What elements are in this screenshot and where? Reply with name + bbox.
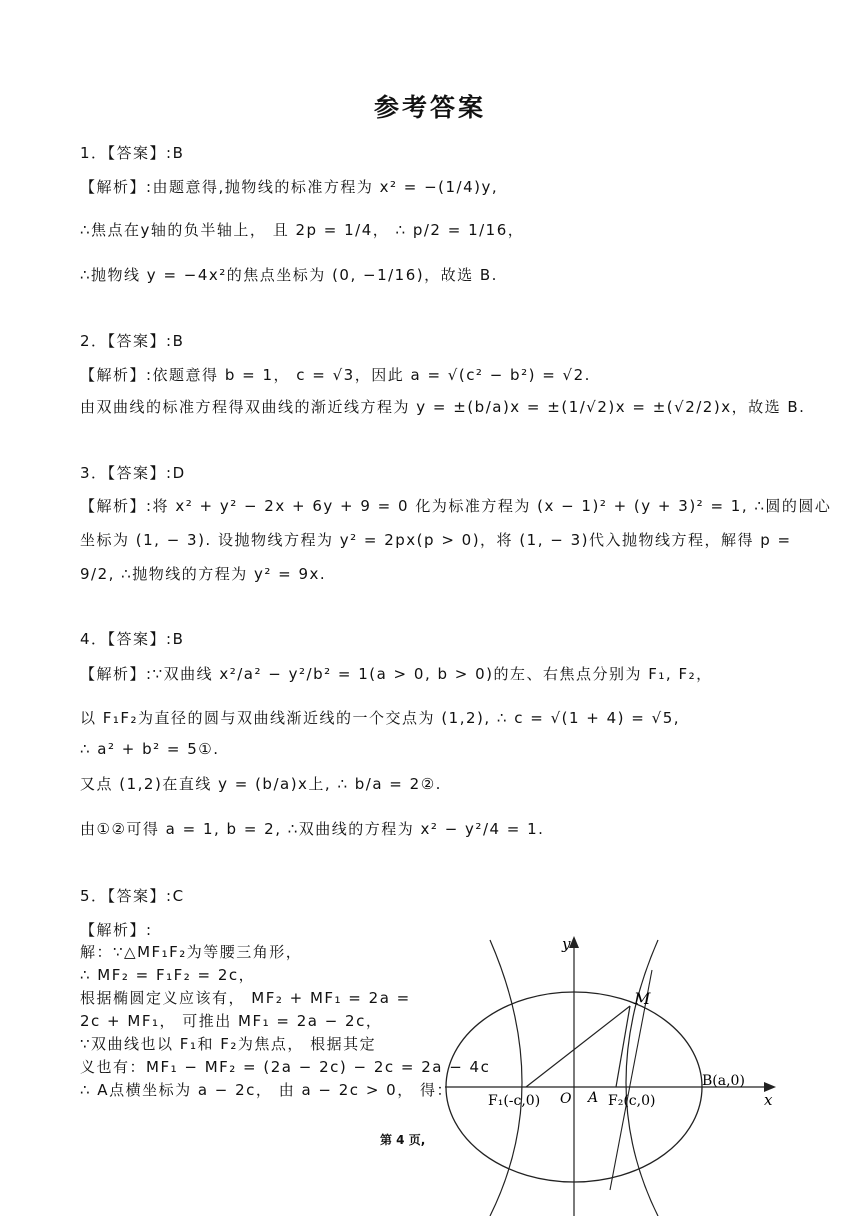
- q5-analysis-heading: 【解析】:: [80, 921, 153, 939]
- q5-analysis-line-2: ∴ MF₂ = F₁F₂ = 2c，: [80, 966, 256, 984]
- y-axis-label: y: [562, 935, 571, 953]
- hyperbola-left-branch: [490, 940, 522, 1216]
- page-title: 参考答案: [373, 93, 486, 122]
- q1-analysis-line-1: 【解析】:由题意得,抛物线的标准方程为 x² = −(1/4)y,: [80, 178, 499, 196]
- q5-analysis-line-4: 2c + MF₁， 可推出 MF₁ = 2a − 2c，: [80, 1012, 383, 1030]
- q4-analysis-line-4: 又点 (1,2)在直线 y = (b/a)x上, ∴ b/a = 2②.: [80, 775, 442, 793]
- q2-analysis-line-1: 【解析】:依题意得 b = 1， c = √3，因此 a = √(c² − b²) = √2.: [80, 366, 591, 384]
- point-F2-label: F₂(c,0): [608, 1093, 656, 1109]
- q4-analysis-line-2: 以 F₁F₂为直径的圆与双曲线渐近线的一个交点为 (1,2), ∴ c = √(1 + 4) = √5,: [80, 709, 681, 727]
- q3-analysis-line-1: 【解析】:将 x² + y² − 2x + 6y + 9 = 0 化为标准方程为 (x − 1)² + (y + 3)² = 1, ∴圆的圆心: [80, 497, 832, 515]
- q5-analysis-line-1: 解：∵△MF₁F₂为等腰三角形，: [80, 943, 303, 961]
- q4-answer: 4．【答案】:B: [80, 630, 185, 648]
- q2-answer: 2．【答案】:B: [80, 332, 185, 350]
- q4-analysis-line-5: 由①②可得 a = 1, b = 2, ∴双曲线的方程为 x² − y²/4 = 1.: [80, 820, 545, 838]
- q1-analysis-line-3: ∴抛物线 y = −4x²的焦点坐标为 (0, −1/16)，故选 B.: [80, 266, 498, 284]
- point-A-label: A: [588, 1090, 599, 1106]
- ellipse-hyperbola-figure: [430, 930, 790, 1216]
- q2-analysis-line-2: 由双曲线的标准方程得双曲线的渐近线方程为 y = ±(b/a)x = ±(1/√2)x = ±(√2/2)x，故选 B.: [80, 398, 806, 416]
- q1-analysis-line-2: ∴焦点在y轴的负半轴上， 且 2p = 1/4， ∴ p/2 = 1/16，: [80, 221, 525, 239]
- hyperbola-right-branch: [626, 940, 658, 1216]
- q5-analysis-line-3: 根据椭圆定义应该有， MF₂ + MF₁ = 2a =: [80, 989, 411, 1007]
- page-footer: 第 4 页,: [380, 1133, 426, 1147]
- x-axis-label: x: [764, 1091, 773, 1109]
- point-F1-label: F₁(-c,0): [488, 1093, 541, 1109]
- q4-analysis-line-1: 【解析】:∵双曲线 x²/a² − y²/b² = 1(a > 0, b > 0)的左、右焦点分别为 F₁, F₂，: [80, 665, 713, 683]
- q3-analysis-line-2: 坐标为 (1, − 3). 设抛物线方程为 y² = 2px(p > 0)，将 (1, − 3)代入抛物线方程，解得 p =: [80, 531, 792, 549]
- y-axis-arrow: [569, 936, 579, 948]
- q5-analysis-line-7: ∴ A点横坐标为 a − 2c， 由 a − 2c > 0， 得：: [80, 1081, 453, 1099]
- q3-answer: 3．【答案】:D: [80, 464, 186, 482]
- q1-answer: 1．【答案】:B: [80, 144, 185, 162]
- point-M-label: M: [634, 989, 651, 1008]
- point-B-label: B(a,0): [702, 1073, 745, 1089]
- segment-MF1: [526, 1006, 630, 1087]
- origin-label: O: [560, 1091, 572, 1107]
- q5-analysis-line-6: 义也有：MF₁ − MF₂ = (2a − 2c) − 2c = 2a − 4c: [80, 1058, 491, 1076]
- q3-analysis-line-3: 9/2, ∴抛物线的方程为 y² = 9x.: [80, 565, 327, 583]
- q5-analysis-line-5: ∵双曲线也以 F₁和 F₂为焦点， 根据其定: [80, 1035, 377, 1053]
- q5-answer: 5．【答案】:C: [80, 887, 185, 905]
- q4-analysis-line-3: ∴ a² + b² = 5①.: [80, 740, 220, 758]
